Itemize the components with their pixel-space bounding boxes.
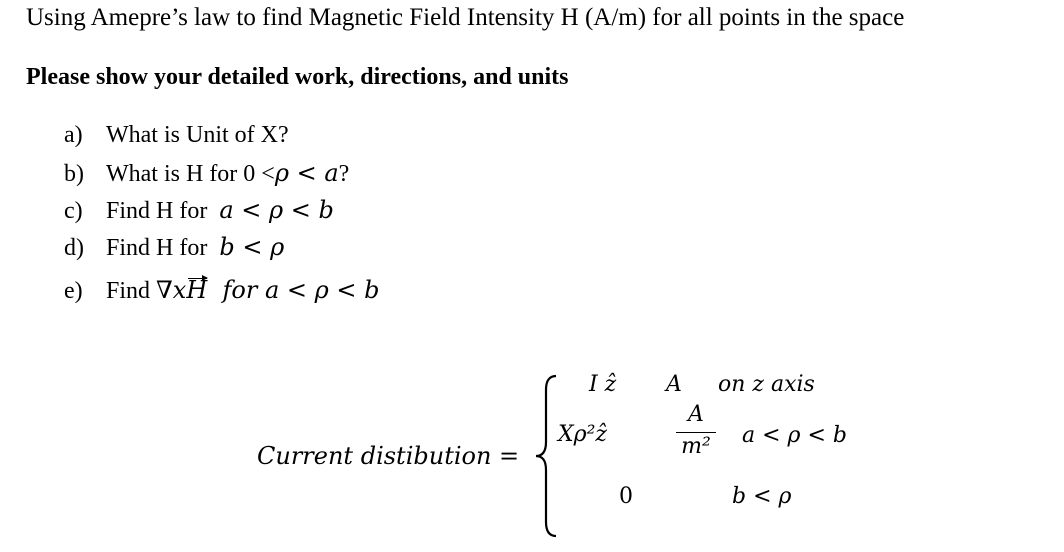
question-math: b < ρ [219, 233, 285, 261]
question-marker: b) [64, 161, 84, 187]
distribution-label: Current distibution = [257, 442, 520, 470]
row1-unit: A [666, 372, 682, 397]
row1-region: on z axis [718, 372, 815, 397]
row3-value: 0 [619, 484, 633, 509]
question-marker: a) [64, 122, 83, 148]
question-math: for a < ρ < b [207, 276, 380, 304]
question-math: a < ρ < b [219, 196, 334, 224]
question-text: What is Unit of X? [106, 122, 289, 148]
row2-region: a < ρ < b [742, 423, 847, 448]
question-list [64, 122, 379, 313]
fraction-bar [676, 432, 716, 433]
question-a [64, 122, 379, 159]
row2-value: Xρ²ẑ [558, 422, 608, 447]
fraction-numerator: A [688, 402, 704, 427]
question-e [64, 276, 379, 313]
question-text: Find H for [106, 235, 220, 261]
question-marker: d) [64, 235, 84, 261]
h-vector: H [186, 276, 208, 304]
question-marker: c) [64, 198, 83, 224]
instructions: Please show your detailed work, directions, and units [26, 64, 569, 90]
question-b [64, 159, 379, 196]
question-marker: e) [64, 278, 83, 304]
row3-region: b < ρ [732, 484, 792, 509]
question-text: What is H for 0 < [106, 161, 275, 187]
question-text: Find H for [106, 198, 220, 224]
question-text-end: ? [338, 161, 350, 187]
question-c [64, 196, 379, 233]
row2-unit-fraction [674, 404, 718, 459]
question-math: ρ < a [274, 159, 339, 187]
problem-title: Using Amepre’s law to find Magnetic Field Intensity H (A/m) for all points in the space [26, 4, 905, 31]
row1-value: I ẑ [589, 372, 617, 397]
fraction-denominator: m² [681, 434, 711, 459]
curl-operator: ∇x [156, 276, 187, 304]
left-brace [532, 372, 562, 540]
question-text: Find [106, 278, 157, 304]
question-d [64, 233, 379, 270]
